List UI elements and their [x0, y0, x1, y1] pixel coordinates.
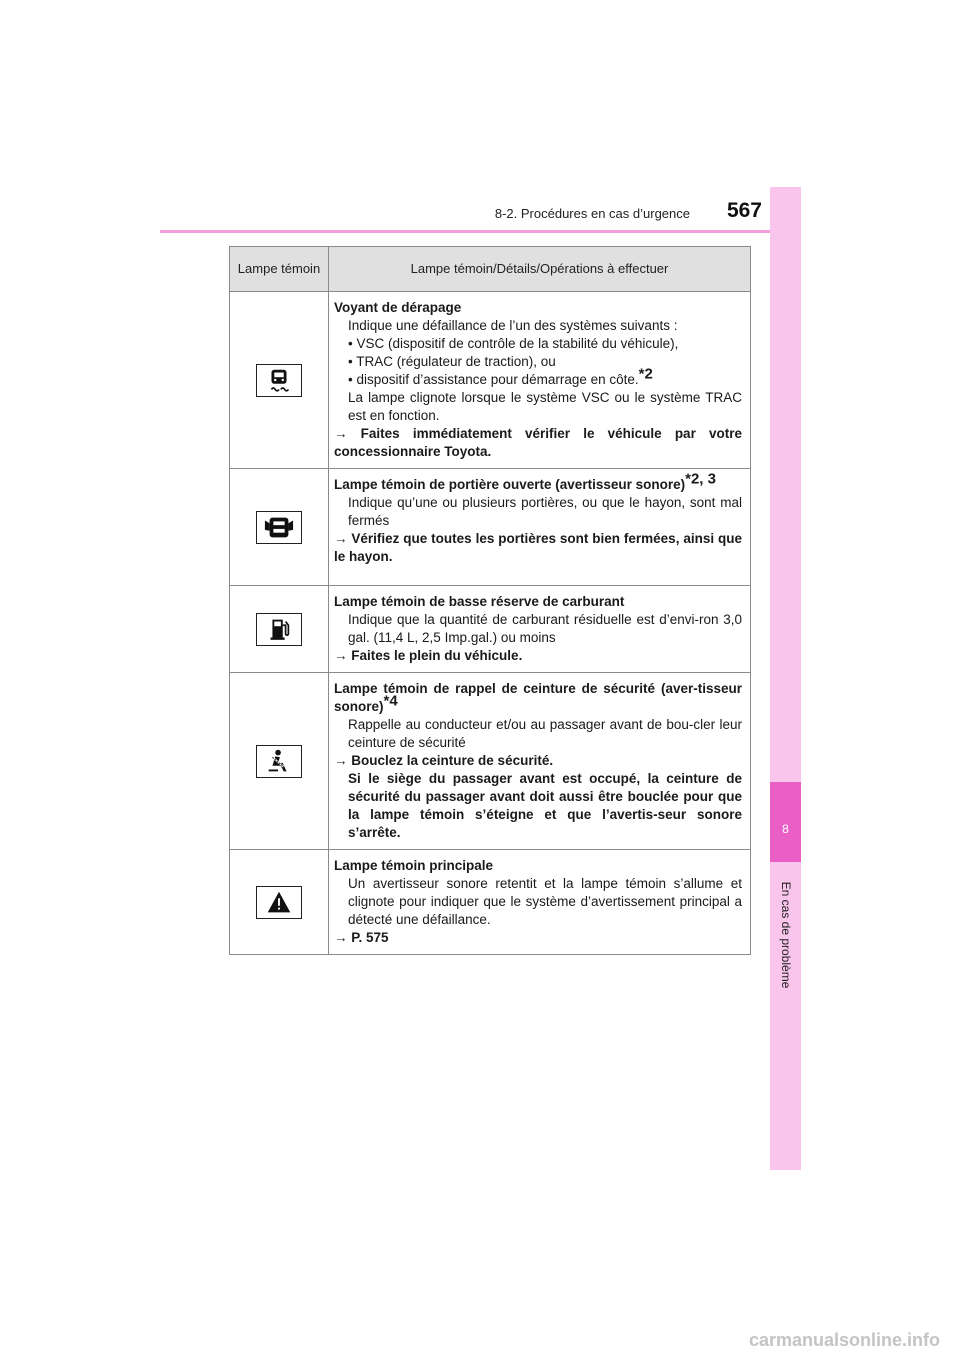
header-divider: [160, 230, 801, 233]
table-row: Lampe témoin de portière ouverte (avertisseur sonore)$^{*2, 3}$ Indique qu’une ou plusieurs portières, ou que le hayon, sont mal fermés → Vérifiez que toutes les portières sont bien fermées, ainsi que le hayon.: [230, 469, 751, 586]
page-reference[interactable]: P. 575: [351, 930, 389, 945]
action-text: Bouclez la ceinture de sécurité.: [351, 753, 554, 768]
chapter-label: En cas de problème: [779, 881, 793, 989]
seatbelt-icon: [256, 745, 302, 778]
table-row: Lampe témoin de basse réserve de carburant Indique que la quantité de carburant résiduelle est d’envi-ron 3,0 gal. (11,4 L, 2,5 Imp.gal.) ou moins → Faites le plein du véhicule.: [230, 586, 751, 673]
arrow-icon: →: [334, 426, 348, 441]
section-title: 8-2. Procédures en cas d’urgence: [494, 206, 690, 221]
arrow-icon: →: [334, 648, 348, 663]
table-row: Voyant de dérapage Indique une défaillance de l’un des systèmes suivants : • VSC (dispositif de contrôle de la stabilité du véhicule), • TRAC (régulateur de traction), ou • dispositif d’assistance pour démarrage en côte.$^{*2}$ La lampe clignote lorsque le système VSC ou le système TRAC est en fonction. → Faites immédiatement vérifier le véhicule par votre concessionnaire Toyota.: [230, 292, 751, 469]
column-header-lamp: Lampe témoin: [230, 247, 329, 292]
fuel-pump-icon: [256, 613, 302, 646]
table-row: Lampe témoin de rappel de ceinture de sécurité (aver-tisseur sonore)$^{*4}$ Rappelle au conducteur et/ou au passager avant de bou-cler leur ceinture de sécurité → Bouclez la ceinture de sécurité. Si le siège du passager avant est occupé, la ceinture de sécurité du passager avant doit aussi être bouclée pour que la lampe témoin s’éteigne et que l’avertis-seur sonore s’arrête.: [230, 673, 751, 850]
footnote-marker: *4: [383, 692, 398, 710]
action-detail: Si le siège du passager avant est occupé, la ceinture de sécurité du passager avant doit aussi être bouclée pour que la lampe témoin s’éteigne et que l’avertis-seur sonore s’arrête.: [348, 771, 742, 840]
table-header-row: [230, 247, 751, 292]
warning-title: Lampe témoin de portière ouverte (avertisseur sonore): [334, 477, 686, 492]
action-text: Faites immédiatement vérifier le véhicule par votre concessionnaire Toyota.: [334, 426, 742, 459]
footnote-marker: *2, 3: [685, 470, 716, 488]
warning-title: Voyant de dérapage: [334, 300, 462, 315]
warning-title: Lampe témoin de rappel de ceinture de sécurité (aver-tisseur sonore): [334, 681, 742, 714]
footnote-marker: *2: [638, 365, 653, 383]
arrow-icon: →: [334, 930, 348, 945]
arrow-icon: →: [334, 531, 348, 546]
chapter-number: 8: [782, 822, 789, 836]
watermark: carmanualsonline.info: [748, 1330, 940, 1350]
warning-triangle-icon: [256, 886, 302, 919]
slip-indicator-icon: [256, 364, 302, 397]
page-number: 567: [726, 199, 762, 222]
table-row: Lampe témoin principale Un avertisseur sonore retentit et la lampe témoin s’allume et clignote pour indiquer que le système d’avertissement principal a détecté une défaillance. → P. 575: [230, 850, 751, 955]
action-text: Vérifiez que toutes les portières sont bien fermées, ainsi que le hayon.: [334, 531, 742, 564]
warning-title: Lampe témoin de basse réserve de carburant: [334, 594, 625, 609]
warning-title: Lampe témoin principale: [334, 858, 494, 873]
column-header-details: Lampe témoin/Détails/Opérations à effectuer: [329, 247, 751, 292]
action-text: Faites le plein du véhicule.: [351, 648, 523, 663]
chapter-side-tab: [770, 187, 801, 1170]
arrow-icon: →: [334, 753, 348, 768]
door-open-icon: [256, 511, 302, 544]
warning-lights-table: [229, 246, 751, 955]
